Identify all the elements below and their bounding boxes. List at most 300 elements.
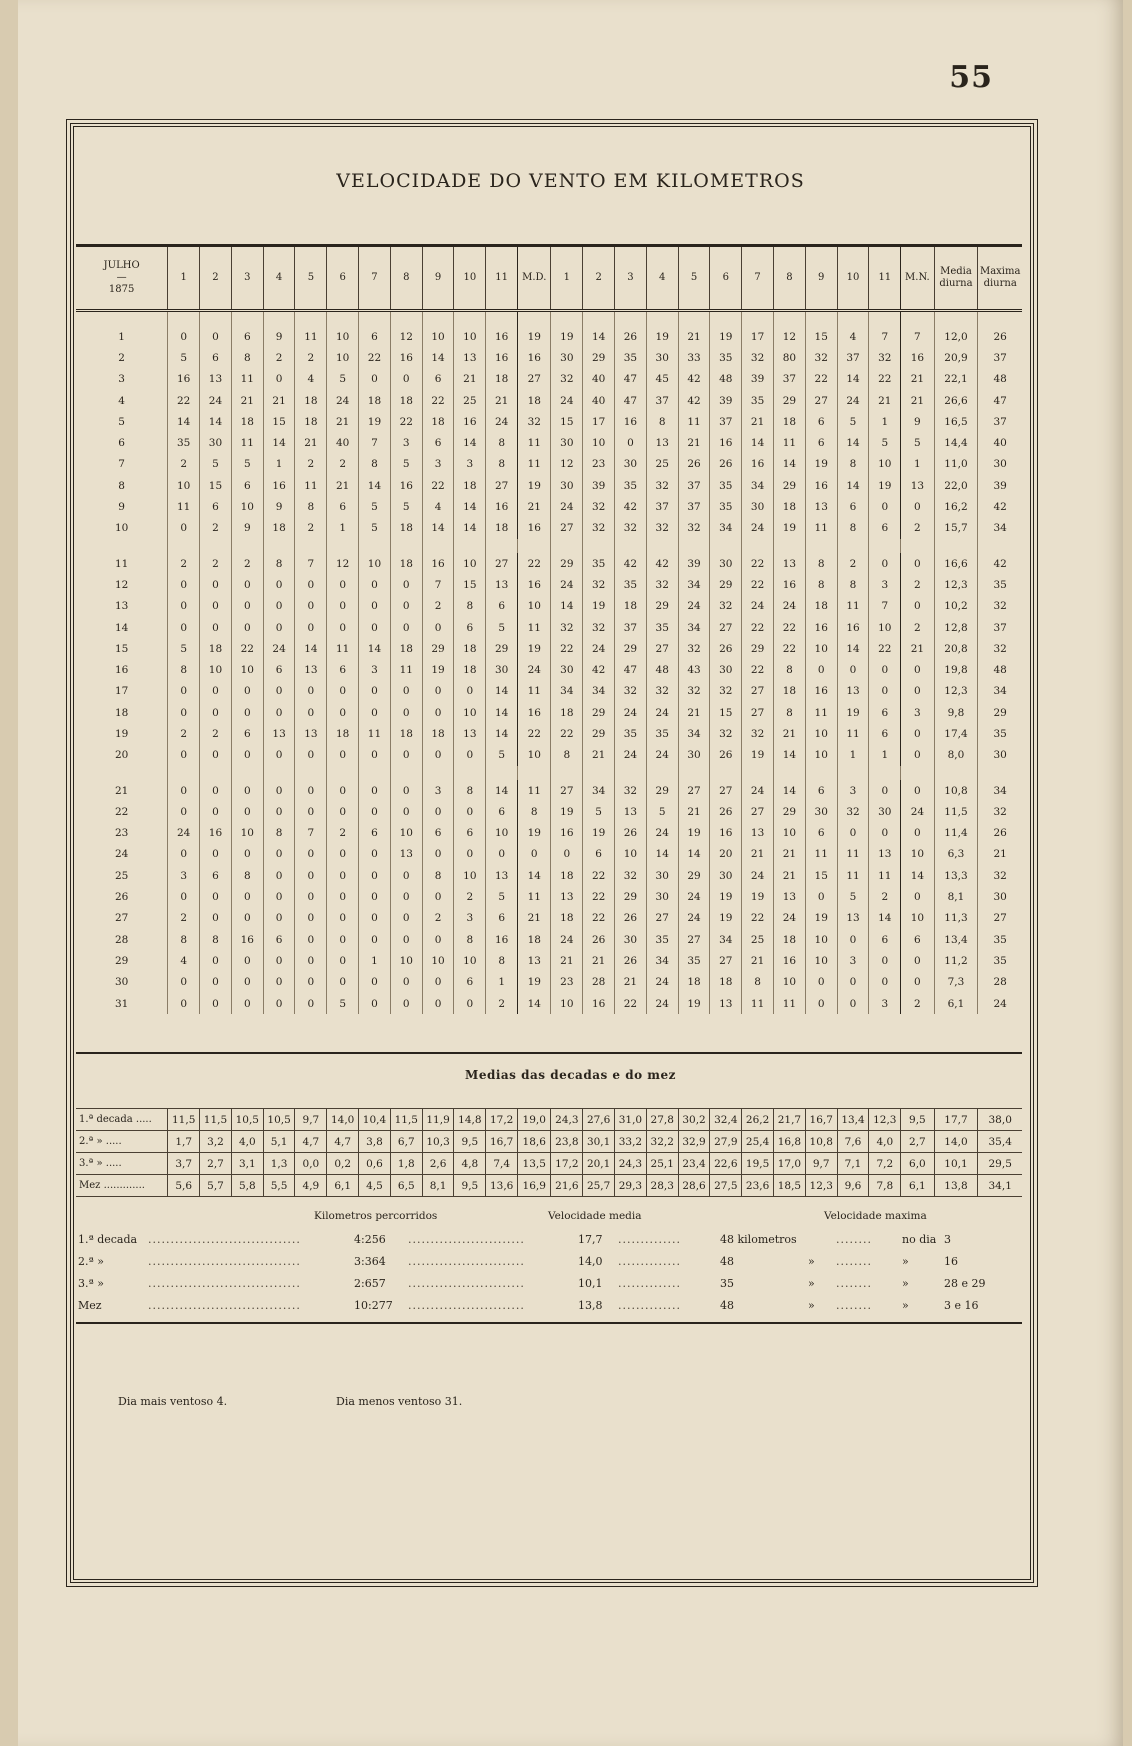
value-cell: 0 [422,801,454,822]
decada-value: 1,8 [390,1153,422,1175]
leader-dots: .................................. [148,1233,301,1246]
value-cell: 6 [454,617,486,638]
decada-label: Mez ............. [76,1175,168,1197]
value-cell: 14 [837,475,869,496]
value-cell: 11 [837,865,869,886]
decada-value: 16,8 [774,1131,806,1153]
summary-vel: 17,7 [578,1233,603,1246]
value-cell: 35 [646,723,678,744]
value-cell: 0 [200,311,232,348]
value-cell: 19 [518,311,551,348]
value-cell: 19 [742,745,774,766]
max-cell: 27 [978,908,1022,929]
decada-value: 14,0 [327,1109,359,1131]
value-cell: 0 [359,886,391,907]
value-cell: 26 [710,801,742,822]
value-cell: 2 [486,993,518,1014]
leader-dots: .............. [618,1233,681,1246]
value-cell: 27 [742,702,774,723]
value-cell: 0 [295,950,327,971]
value-cell: 0 [263,801,295,822]
table-row [76,950,1022,971]
value-cell: 0 [231,886,263,907]
gap-cell [168,539,200,553]
decada-label: 3.ª » ..... [76,1153,168,1175]
value-cell: 5 [168,347,200,368]
value-cell: 40 [583,369,615,390]
header-corner [76,246,168,311]
value-cell: 21 [518,908,551,929]
value-cell: 34 [742,475,774,496]
value-cell: 16 [486,311,518,348]
value-cell: 18 [518,390,551,411]
decada-value: 3,8 [359,1131,391,1153]
value-cell: 30 [678,745,710,766]
value-cell: 26 [583,929,615,950]
value-cell: 22 [774,617,806,638]
value-cell: 13 [454,347,486,368]
value-cell: 10 [901,844,934,865]
value-cell: 0 [168,886,200,907]
value-cell: 19 [583,823,615,844]
value-cell: 13 [710,993,742,1014]
value-cell: 0 [295,886,327,907]
value-cell: 18 [551,908,583,929]
value-cell: 29 [583,723,615,744]
decada-value: 19,5 [742,1153,774,1175]
value-cell: 3 [422,454,454,475]
value-cell: 19 [551,311,583,348]
decada-value: 20,1 [583,1153,615,1175]
day-cell: 20 [114,749,129,762]
header-hour: 7 [359,246,391,311]
value-cell: 15 [454,574,486,595]
value-cell: 18 [295,411,327,432]
value-cell: 2 [327,454,359,475]
value-cell: 18 [327,723,359,744]
header-hour: 6 [327,246,359,311]
value-cell: 0 [327,596,359,617]
value-cell: 39 [710,390,742,411]
summary-max: 48 [720,1255,734,1268]
value-cell: 10 [327,311,359,348]
value-cell: 0 [200,844,232,865]
value-cell: 16 [390,475,422,496]
value-cell: 22 [774,638,806,659]
value-cell: 40 [327,432,359,453]
max-cell: 40 [978,432,1022,453]
value-cell: 2 [168,454,200,475]
value-cell: 10 [518,596,551,617]
gap-cell [390,539,422,553]
value-cell: 0 [231,950,263,971]
value-cell: 27 [710,617,742,638]
value-cell: 24 [615,702,647,723]
value-cell: 40 [583,390,615,411]
decada-value: 3,7 [168,1153,200,1175]
header-hour: 9 [805,246,837,311]
value-cell: 10 [805,745,837,766]
gap-cell [76,539,168,553]
value-cell: 0 [901,553,934,574]
value-cell: 35 [646,617,678,638]
decada-value: 10,8 [805,1131,837,1153]
value-cell: 10 [454,702,486,723]
value-cell: 0 [231,780,263,801]
value-cell: 0 [390,574,422,595]
value-cell: 21 [901,390,934,411]
value-cell: 0 [901,972,934,993]
value-cell: 28 [583,972,615,993]
value-cell: 34 [646,950,678,971]
value-cell: 24 [551,574,583,595]
summary-label: 2.ª » [78,1255,104,1268]
header-hour: 8 [390,246,422,311]
leader-dots: .................................. [148,1299,301,1312]
value-cell: 22 [551,638,583,659]
decada-value: 4,5 [359,1175,391,1197]
value-cell: 14 [263,432,295,453]
value-cell: 21 [774,865,806,886]
value-cell: 1 [901,454,934,475]
value-cell: 0 [837,993,869,1014]
summary-max: 48 [720,1299,734,1312]
value-cell: 18 [390,518,422,539]
value-cell: 8 [454,780,486,801]
gap-cell [263,539,295,553]
gap-cell [454,766,486,780]
value-cell: 10 [454,311,486,348]
value-cell: 22 [742,659,774,680]
day-cell: 6 [118,437,125,450]
value-cell: 0 [200,617,232,638]
value-cell: 30 [869,801,901,822]
decada-max: 35,4 [978,1131,1022,1153]
value-cell: 0 [231,993,263,1014]
gap-cell [518,539,551,553]
value-cell: 11 [742,993,774,1014]
table-row [76,617,1022,638]
value-cell: 11 [231,432,263,453]
value-cell: 11 [837,723,869,744]
value-cell: 30 [742,496,774,517]
value-cell: 32 [615,518,647,539]
value-cell: 27 [742,801,774,822]
max-cell: 21 [978,844,1022,865]
header-maxima-l1: Maxima [979,266,1021,277]
value-cell: 0 [200,950,232,971]
value-cell: 18 [263,518,295,539]
value-cell: 7 [295,823,327,844]
value-cell: 8 [805,553,837,574]
max-cell: 35 [978,929,1022,950]
value-cell: 45 [646,369,678,390]
value-cell: 22 [390,411,422,432]
gap-cell [583,539,615,553]
value-cell: 47 [615,369,647,390]
day-cell: 23 [114,827,129,840]
value-cell: 14 [168,411,200,432]
max-cell: 34 [978,518,1022,539]
value-cell: 10 [231,496,263,517]
value-cell: 0 [295,780,327,801]
value-cell: 27 [678,780,710,801]
value-cell: 4 [837,311,869,348]
value-cell: 35 [646,929,678,950]
value-cell: 6 [422,432,454,453]
value-cell: 18 [774,496,806,517]
gap-cell [646,766,678,780]
value-cell: 24 [678,886,710,907]
value-cell: 32 [678,638,710,659]
max-cell: 26 [978,823,1022,844]
value-cell: 0 [200,574,232,595]
value-cell: 4 [422,496,454,517]
value-cell: 21 [454,369,486,390]
decada-value: 32,2 [646,1131,678,1153]
value-cell: 0 [422,844,454,865]
decada-value: 7,4 [486,1153,518,1175]
value-cell: 0 [327,908,359,929]
value-cell: 17 [583,411,615,432]
value-cell: 15 [710,702,742,723]
gap-cell [710,539,742,553]
value-cell: 0 [295,865,327,886]
max-cell: 32 [978,865,1022,886]
value-cell: 13 [486,574,518,595]
summary-km: 2:657 [354,1277,386,1290]
value-cell: 22 [583,908,615,929]
value-cell: 21 [486,390,518,411]
decada-value: 4,7 [327,1131,359,1153]
summary-max: 35 [720,1277,734,1290]
gap-cell [518,766,551,780]
value-cell: 0 [390,780,422,801]
value-cell: 22 [742,574,774,595]
value-cell: 13 [869,844,901,865]
summary-row [78,1230,1018,1252]
value-cell: 24 [646,702,678,723]
value-cell: 19 [710,311,742,348]
value-cell: 0 [359,844,391,865]
value-cell: 0 [359,972,391,993]
value-cell: 19 [551,801,583,822]
value-cell: 32 [646,574,678,595]
value-cell: 21 [615,972,647,993]
value-cell: 10 [390,950,422,971]
decada-value: 6,0 [901,1153,934,1175]
summary-dia: 3 e 16 [944,1299,979,1312]
value-cell: 0 [390,865,422,886]
value-cell: 42 [678,369,710,390]
summary-rep: » [808,1255,815,1268]
page-number: 55 [949,60,993,95]
summary-label: 1.ª decada [78,1233,138,1246]
decada-value: 17,2 [551,1153,583,1175]
value-cell: 23 [583,454,615,475]
value-cell: 5 [359,518,391,539]
decada-value: 21,6 [551,1175,583,1197]
value-cell: 0 [168,801,200,822]
value-cell: 30 [646,886,678,907]
summary-vel: 10,1 [578,1277,603,1290]
leader-dots: .............. [618,1255,681,1268]
value-cell: 0 [263,369,295,390]
value-cell: 19 [774,518,806,539]
decadas-table [76,1108,1022,1197]
value-cell: 8 [774,659,806,680]
max-cell: 37 [978,411,1022,432]
value-cell: 14 [837,638,869,659]
media-cell: 14,4 [934,432,978,453]
value-cell: 21 [869,390,901,411]
value-cell: 0 [327,929,359,950]
decada-value: 9,7 [805,1153,837,1175]
value-cell: 0 [263,972,295,993]
decada-value: 21,7 [774,1109,806,1131]
summary-km: 3:364 [354,1255,386,1268]
value-cell: 8 [486,950,518,971]
value-cell: 8 [518,801,551,822]
value-cell: 13 [774,553,806,574]
value-cell: 0 [263,865,295,886]
value-cell: 0 [390,617,422,638]
decada-value: 4,9 [295,1175,327,1197]
value-cell: 35 [742,390,774,411]
value-cell: 24 [837,390,869,411]
value-cell: 0 [263,596,295,617]
value-cell: 24 [742,518,774,539]
value-cell: 22 [518,723,551,744]
value-cell: 5 [231,454,263,475]
gap-cell [615,766,647,780]
value-cell: 10 [551,993,583,1014]
hourly-table-wrap [76,244,1022,1014]
decada-value: 8,1 [422,1175,454,1197]
decada-value: 2,7 [901,1131,934,1153]
value-cell: 32 [646,681,678,702]
value-cell: 2 [422,908,454,929]
media-cell: 15,7 [934,518,978,539]
value-cell: 39 [583,475,615,496]
summary-rep: » [808,1299,815,1312]
value-cell: 80 [774,347,806,368]
decadas-title: Medias das decadas e do mez [465,1068,676,1082]
leader-dots: .......................... [408,1277,525,1290]
value-cell: 0 [901,823,934,844]
value-cell: 5 [837,886,869,907]
value-cell: 0 [837,823,869,844]
header-hour: 4 [263,246,295,311]
value-cell: 11 [518,617,551,638]
value-cell: 16 [710,432,742,453]
decada-value: 12,3 [869,1109,901,1131]
table-row [76,432,1022,453]
value-cell: 18 [805,596,837,617]
decada-value: 29,3 [615,1175,647,1197]
value-cell: 0 [390,886,422,907]
value-cell: 32 [583,574,615,595]
summary-row [78,1274,1018,1296]
day-cell: 26 [114,891,129,904]
decada-value: 13,5 [518,1153,551,1175]
value-cell: 19 [837,702,869,723]
value-cell: 0 [263,574,295,595]
decada-value: 10,5 [263,1109,295,1131]
value-cell: 14 [518,993,551,1014]
media-cell: 26,6 [934,390,978,411]
value-cell: 11 [837,596,869,617]
value-cell: 13 [295,659,327,680]
value-cell: 29 [678,865,710,886]
value-cell: 26 [615,311,647,348]
value-cell: 3 [454,454,486,475]
decada-value: 28,6 [678,1175,710,1197]
table-row [76,844,1022,865]
value-cell: 37 [678,496,710,517]
value-cell: 21 [742,844,774,865]
value-cell: 14 [869,908,901,929]
decada-value: 10,3 [422,1131,454,1153]
value-cell: 18 [295,390,327,411]
day-cell: 8 [118,479,125,492]
media-cell: 12,3 [934,681,978,702]
value-cell: 35 [615,475,647,496]
value-cell: 24 [742,865,774,886]
value-cell: 0 [422,745,454,766]
value-cell: 2 [200,723,232,744]
value-cell: 0 [168,681,200,702]
decada-value: 19,0 [518,1109,551,1131]
value-cell: 0 [200,908,232,929]
value-cell: 21 [583,950,615,971]
value-cell: 11 [359,723,391,744]
value-cell: 0 [901,596,934,617]
value-cell: 25 [742,929,774,950]
value-cell: 6 [486,596,518,617]
value-cell: 18 [551,865,583,886]
decada-value: 9,5 [901,1109,934,1131]
summary-max: 48 kilometros [720,1233,797,1246]
value-cell: 32 [710,681,742,702]
header-hour: 4 [646,246,678,311]
value-cell: 27 [646,908,678,929]
value-cell: 0 [454,844,486,865]
value-cell: 25 [454,390,486,411]
value-cell: 35 [710,496,742,517]
value-cell: 24 [774,908,806,929]
header-hour: 10 [837,246,869,311]
media-cell: 8,1 [934,886,978,907]
value-cell: 0 [869,950,901,971]
value-cell: 21 [774,723,806,744]
decada-value: 6,7 [390,1131,422,1153]
value-cell: 18 [390,390,422,411]
value-cell: 2 [327,823,359,844]
value-cell: 3 [837,950,869,971]
value-cell: 35 [710,347,742,368]
value-cell: 29 [615,886,647,907]
value-cell: 14 [742,432,774,453]
decada-value: 31,0 [615,1109,647,1131]
value-cell: 14 [774,745,806,766]
value-cell: 42 [615,553,647,574]
value-cell: 22 [615,993,647,1014]
value-cell: 8 [231,865,263,886]
value-cell: 6 [869,702,901,723]
table-header-row [76,246,1022,311]
value-cell: 22 [422,475,454,496]
